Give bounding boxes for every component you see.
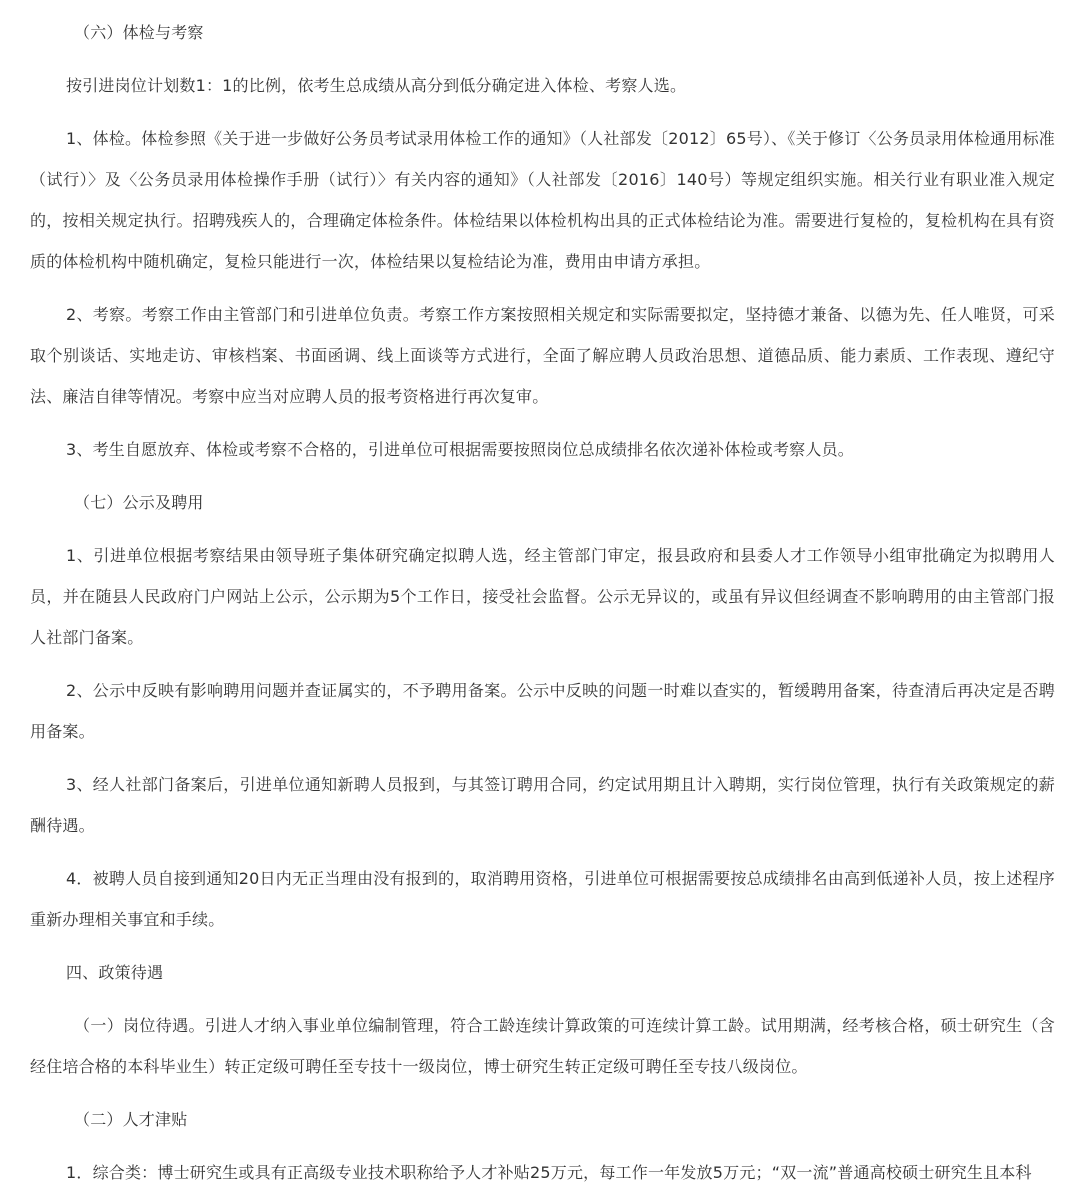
paragraph-contract: 3、经人社部门备案后，引进单位通知新聘人员报到，与其签订聘用合同，约定试用期且计入聘期，实行岗位管理，执行有关政策规定的薪酬待遇。: [30, 775, 1055, 835]
document-body: [30, 12, 1055, 1193]
paragraph-allowance-general: 1．综合类：博士研究生或具有正高级专业技术职称给予人才补贴25万元，每工作一年发放5万元；“双一流”普通高校硕士研究生且本科: [66, 1163, 1032, 1182]
section-heading-policy: 四、政策待遇: [66, 963, 164, 982]
paragraph-inspection: 2、考察。考察工作由主管部门和引进单位负责。考察工作方案按照相关规定和实际需要拟定，坚持德才兼备、以德为先、任人唯贤，可采取个别谈话、实地走访、审核档案、书面函调、线上面谈等方式进行，全面了解应聘人员政治思想、道德品质、能力素质、工作表现、遵纪守法、廉洁自律等情况。考察中应当对应聘人员的报考资格进行再次复审。: [30, 305, 1055, 406]
section-heading-physical-exam: （六）体检与考察: [74, 23, 204, 42]
paragraph-publicity: 1、引进单位根据考察结果由领导班子集体研究确定拟聘人选，经主管部门审定，报县政府和县委人才工作领导小组审批确定为拟聘用人员，并在随县人民政府门户网站上公示，公示期为5个工作日，接受社会监督。公示无异议的，或虽有异议但经调查不影响聘用的由主管部门报人社部门备案。: [30, 546, 1055, 647]
paragraph-report-deadline: 4．被聘人员自接到通知20日内无正当理由没有报到的，取消聘用资格，引进单位可根据需要按总成绩排名由高到低递补人员，按上述程序重新办理相关事宜和手续。: [30, 869, 1055, 929]
section-heading-allowance: （二）人才津贴: [74, 1110, 188, 1129]
paragraph-physical-exam: 1、体检。体检参照《关于进一步做好公务员考试录用体检工作的通知》（人社部发〔2012〕65号）、《关于修订〈公务员录用体检通用标准（试行）〉及〈公务员录用体检操作手册（试行）〉有关内容的通知》（人社部发〔2016〕140号）等规定组织实施。相关行业有职业准入规定的，按相关规定执行。招聘残疾人的，合理确定体检条件。体检结果以体检机构出具的正式体检结论为准。需要进行复检的，复检机构在具有资质的体检机构中随机确定，复检只能进行一次，体检结果以复检结论为准，费用由申请方承担。: [30, 129, 1055, 271]
section-heading-publicity: （七）公示及聘用: [74, 493, 204, 512]
paragraph-substitution: 3、考生自愿放弃、体检或考察不合格的，引进单位可根据需要按照岗位总成绩排名依次递补体检或考察人员。: [66, 440, 854, 459]
paragraph-candidate-ratio: 按引进岗位计划数1：1的比例，依考生总成绩从高分到低分确定进入体检、考察人选。: [66, 76, 687, 95]
paragraph-position-treatment: （一）岗位待遇。引进人才纳入事业单位编制管理，符合工龄连续计算政策的可连续计算工龄。试用期满，经考核合格，硕士研究生（含经住培合格的本科毕业生）转正定级可聘任至专技十一级岗位，博士研究生转正定级可聘任至专技八级岗位。: [30, 1016, 1055, 1076]
paragraph-publicity-issues: 2、公示中反映有影响聘用问题并查证属实的，不予聘用备案。公示中反映的问题一时难以查实的，暂缓聘用备案，待查清后再决定是否聘用备案。: [30, 681, 1055, 741]
